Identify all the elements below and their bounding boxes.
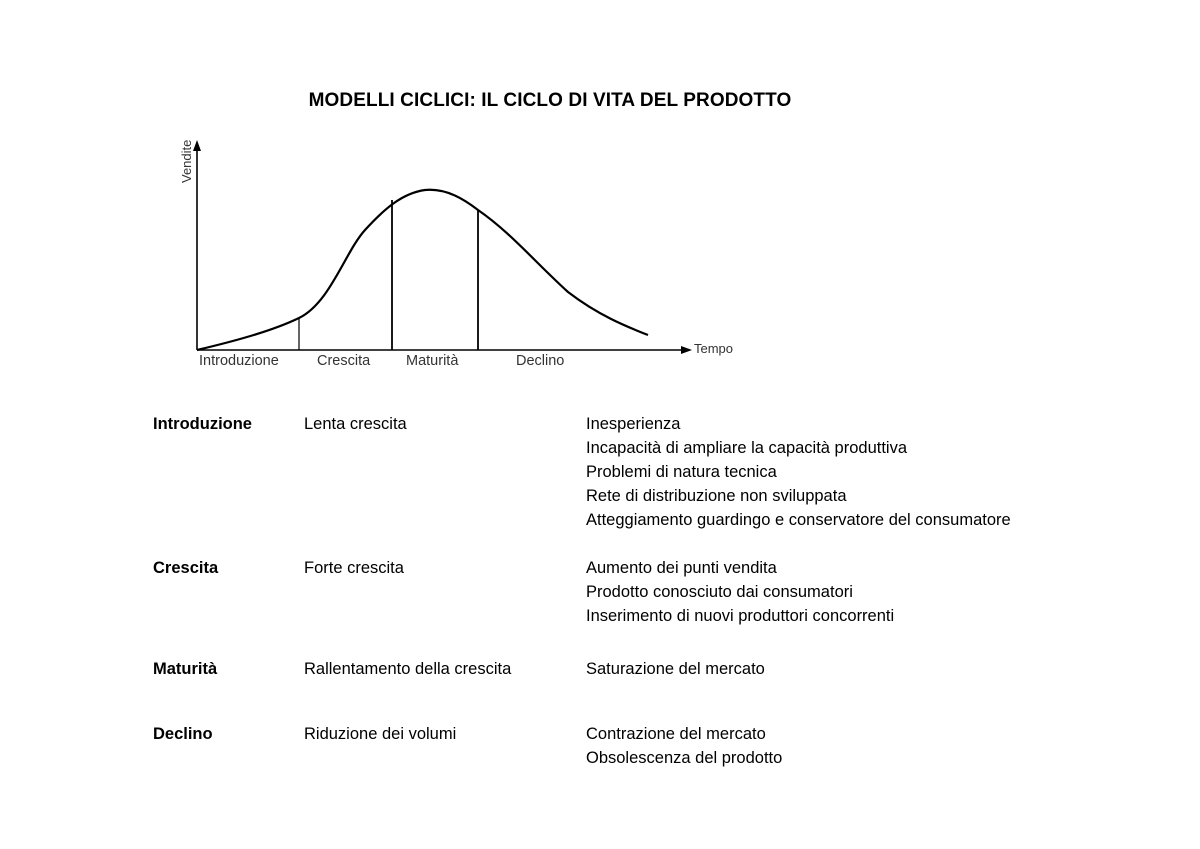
cause-item: Saturazione del mercato — [586, 660, 765, 678]
y-axis-label: Vendite — [179, 139, 194, 183]
x-axis-label: Tempo — [694, 341, 734, 356]
x-axis-arrow — [681, 346, 692, 354]
cause-item: Contrazione del mercato — [586, 725, 766, 743]
phase-causes — [586, 657, 765, 681]
cause-item: Atteggiamento guardingo e conservatore del consumatore — [586, 511, 1011, 529]
phase-causes — [586, 556, 894, 628]
cause-item: Prodotto conosciuto dai consumatori — [586, 583, 853, 601]
phase-name: Introduzione — [153, 415, 252, 433]
phase-causes — [586, 722, 782, 770]
phase-trend: Riduzione dei volumi — [304, 725, 457, 743]
phase-label-maturita: Maturità — [406, 353, 459, 369]
phase-trend: Lenta crescita — [304, 415, 407, 433]
cause-item: Aumento dei punti vendita — [586, 559, 777, 577]
phase-label-crescita: Crescita — [317, 353, 371, 369]
phase-trend: Forte crescita — [304, 559, 404, 577]
phase-causes — [586, 412, 1011, 532]
cause-item: Rete di distribuzione non sviluppata — [586, 487, 847, 505]
phase-trend: Rallentamento della crescita — [304, 660, 512, 678]
phase-label-declino: Declino — [516, 353, 565, 369]
cause-item: Obsolescenza del prodotto — [586, 749, 783, 767]
cause-item: Inesperienza — [586, 415, 681, 433]
cause-item: Incapacità di ampliare la capacità produttiva — [586, 439, 908, 457]
page-title: MODELLI CICLICI: IL CICLO DI VITA DEL PRODOTTO — [308, 90, 792, 111]
phase-name: Crescita — [153, 559, 219, 577]
y-axis-arrow — [193, 140, 201, 151]
sales-curve — [197, 190, 648, 350]
phase-name: Maturità — [153, 660, 218, 678]
phase-label-introduzione: Introduzione — [199, 353, 279, 369]
cause-item: Problemi di natura tecnica — [586, 463, 777, 481]
cause-item: Inserimento di nuovi produttori concorrenti — [586, 607, 895, 625]
phase-name: Declino — [153, 725, 213, 743]
